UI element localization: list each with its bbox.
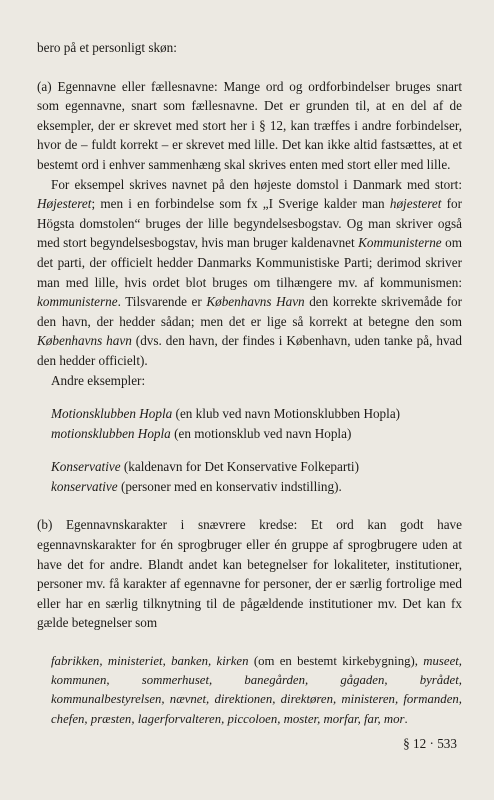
example-italic-run: Højesteret: [37, 196, 92, 212]
example-term: konservative: [51, 478, 118, 494]
section-a-example-paragraph: [37, 175, 462, 371]
example-gloss: (en klub ved navn Motionsklubben Hopla): [172, 406, 401, 422]
example-line: [51, 477, 462, 497]
top-line: bero på et personligt skøn:: [37, 40, 177, 55]
term-list-text-run: .: [404, 711, 408, 726]
example-text-run: om det parti, der officielt hedder Danmarks Kommunistiske Parti; derimod skriver man med lille, hvis ordet blot bruges om tilhængere mv. af kommunismen:: [37, 235, 462, 290]
example-text-run: den korrekte skrivemåde for den havn, der hedder sådan; men det er lige så korrekt at betegne den som: [37, 294, 463, 329]
example-text-run: . Tilsvarende er: [117, 294, 207, 310]
term-list-italic-run: museet, kommunen, sommerhuset, banegården, gågaden, byrådet, kommunalbestyrelsen, nævnet, direktionen, direktøren, ministeren, formanden, chefen, præsten, lagerforvalteren, piccoloen, moster, morfar, far, mor: [51, 654, 462, 726]
example-text-run: for Högsta domstolen“ bruges der lille begyndelsesbogstav. Og man skriver også med stort begyndelsesbogstav, hvis man bruger kaldenavnet: [37, 196, 462, 251]
andre-eksempler-label: Andre eksempler:: [51, 372, 146, 388]
page-body: [37, 38, 462, 742]
example-text-run: ; men i en forbindelse som fx „I Sverige kalder man: [91, 196, 390, 212]
page-number-footer: § 12 · 533: [403, 736, 457, 751]
example-italic-run: Kommunisterne: [358, 235, 442, 251]
term-list-italic-run: fabrikken, ministeriet, banken, kirken: [51, 654, 249, 669]
example-term: Konservative: [51, 459, 121, 475]
term-list-text-run: (om en bestemt kirkebygning),: [248, 654, 424, 669]
example-text-run: For eksempel skrives navnet på den højeste domstol i Danmark med stort:: [51, 176, 462, 192]
example-line: [51, 457, 462, 477]
section-b-intro: (b) Egennavnskarakter i snævrere kredse: Et ord kan godt have egennavnskarakter for én sprogbruger eller én gruppe af sprogbrugere uden at have det for andre. Blandt andet kan betegnelser for lokaliteter, institutioner, personer mv. få karakter af egennavne for personer, der er særlig fortrolige med eller har en særlig tilknytning til de pågældende institutioner mv. Det kan fx gælde betegnelser som: [37, 517, 462, 631]
example-text-run: (dvs. den havn, der findes i København, uden tanke på, hvad den hedder officielt).: [37, 333, 462, 368]
example-italic-run: højesteret: [389, 196, 442, 212]
section-b-term-list: [51, 652, 462, 729]
examples-group-1: [37, 404, 462, 443]
example-term: Motionsklubben Hopla: [51, 406, 173, 422]
example-gloss: (en motionsklub ved navn Hopla): [170, 425, 352, 441]
example-italic-run: Københavns Havn: [206, 294, 305, 310]
example-line: [51, 404, 462, 424]
section-a-intro: (a) Egennavne eller fællesnavne: Mange ord og ordforbindelser bruges snart som egennavne, snart som fællesnavne. Det er grunden til, at en del af de eksempler, der er skrevet med stort her i § 12, kan træffes i andre forbindelser, hvor de – fuldt korrekt – er skrevet med lille. Det kan ikke altid fastsættes, at et bestemt ord i enhver sammenhæng skal skrives enten med stort eller med lille.: [37, 78, 462, 172]
example-line: [51, 424, 462, 444]
example-term: motionsklubben Hopla: [51, 425, 171, 441]
example-italic-run: Københavns havn: [37, 333, 132, 349]
example-gloss: (kaldenavn for Det Konservative Folkeparti): [120, 459, 359, 475]
examples-group-2: [37, 457, 462, 496]
example-gloss: (personer med en konservativ indstilling).: [117, 478, 342, 494]
example-italic-run: kommunisterne: [37, 294, 118, 310]
